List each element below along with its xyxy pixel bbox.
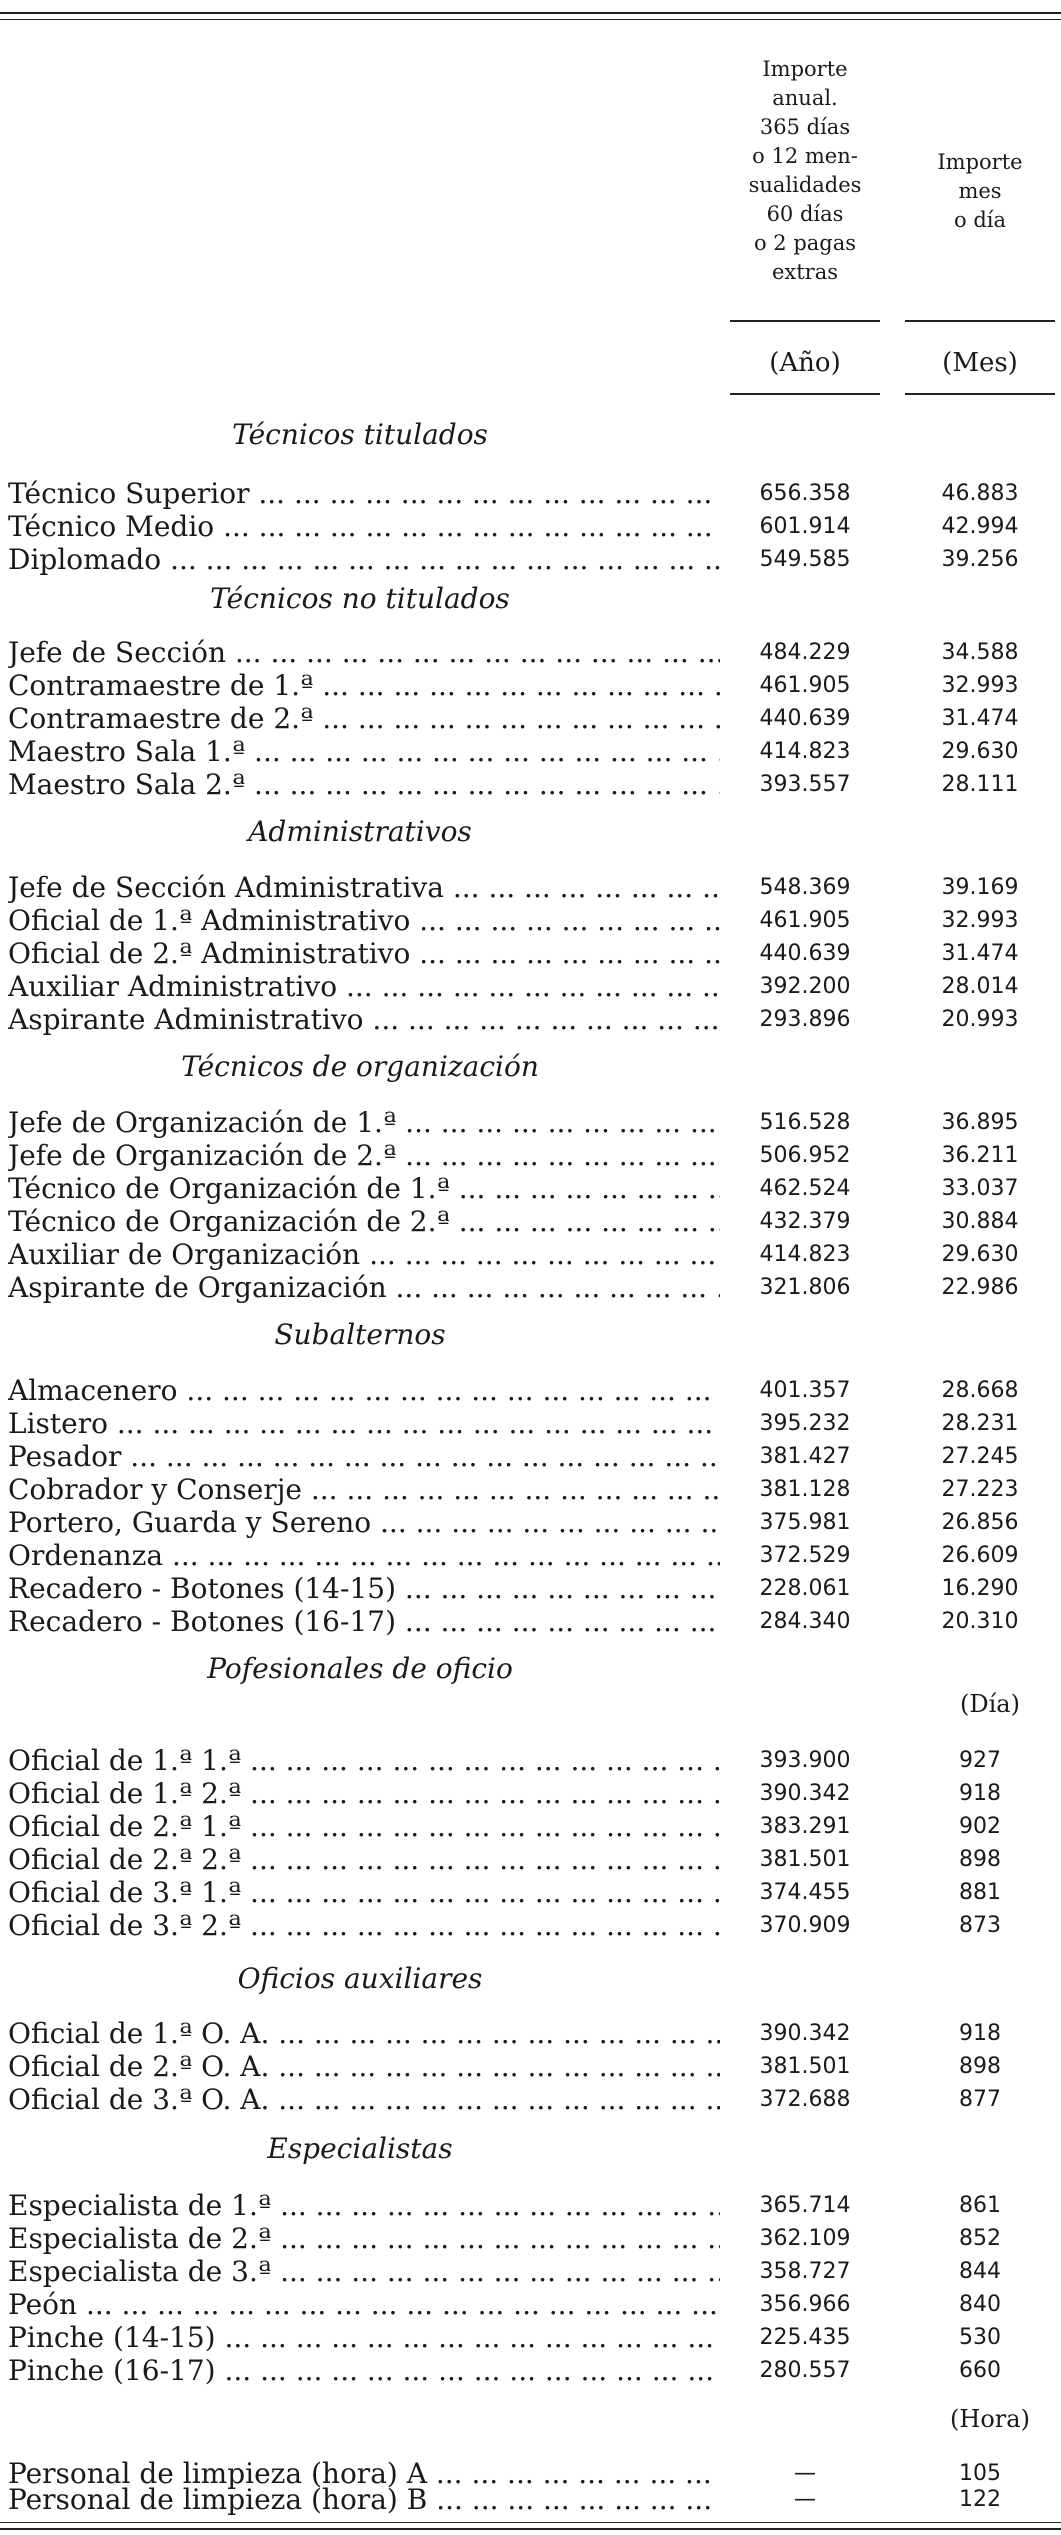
row-label: Jefe de Organización de 1.ª ... . (8, 1107, 720, 1139)
row-monthly: 918 (959, 1781, 1001, 1806)
row-label: Especialista de 3.ª ... . (8, 2256, 720, 2288)
row-annual: 381.427 (759, 1444, 851, 1469)
row-annual: 393.557 (759, 772, 851, 797)
row-label: Personal de limpieza (hora) A ... . (8, 2458, 720, 2490)
row-label: Diplomado ... . (8, 544, 720, 576)
row-monthly: 36.211 (941, 1143, 1019, 1168)
table-row (0, 2084, 1061, 2116)
table-row (0, 1375, 1061, 1407)
unit-hour: (Hora) (950, 2405, 1030, 2433)
row-monthly: 42.994 (941, 514, 1019, 539)
row-label: Pinche (16-17) ... . (8, 2355, 720, 2387)
row-label: Recadero - Botones (14-15) ... . (8, 1573, 720, 1605)
row-annual: 381.501 (759, 2054, 851, 2079)
row-annual: 462.524 (759, 1176, 851, 1201)
row-annual: 374.455 (759, 1880, 851, 1905)
row-label: Oficial de 2.ª Administrativo ... . (8, 938, 720, 970)
row-monthly: 36.895 (941, 1110, 1019, 1135)
row-label: Oficial de 1.ª O. A. ... . (8, 2018, 720, 2050)
row-monthly: 28.231 (941, 1411, 1019, 1436)
row-annual: 375.981 (759, 1510, 851, 1535)
table-row (0, 872, 1061, 904)
row-monthly: 27.223 (941, 1477, 1019, 1502)
row-annual: 228.061 (759, 1576, 851, 1601)
section-title: Especialistas (267, 2132, 453, 2165)
row-monthly: 39.169 (941, 875, 1019, 900)
row-label: Jefe de Sección ... . (8, 637, 720, 669)
row-annual: 383.291 (759, 1814, 851, 1839)
row-monthly: 16.290 (941, 1576, 1019, 1601)
row-monthly: 39.256 (941, 547, 1019, 572)
section-title: Oficios auxiliares (237, 1962, 483, 1995)
row-label: Maestro Sala 1.ª ... . (8, 736, 720, 768)
row-monthly: 26.856 (941, 1510, 1019, 1535)
row-label: Oficial de 2.ª 1.ª ... . (8, 1811, 720, 1843)
row-label: Jefe de Organización de 2.ª ... . (8, 1140, 720, 1172)
row-monthly: 28.014 (941, 974, 1019, 999)
table-row (0, 637, 1061, 669)
table-row (0, 478, 1061, 510)
unit-annual-rule (730, 393, 880, 395)
table-row (0, 2322, 1061, 2354)
table-row (0, 2484, 1061, 2516)
table-row (0, 1206, 1061, 1238)
row-monthly: 29.630 (941, 1242, 1019, 1267)
table-row (0, 1140, 1061, 1172)
unit-annual: (Año) (769, 348, 841, 378)
row-label: Recadero - Botones (16-17) ... . (8, 1606, 720, 1638)
row-monthly: 31.474 (941, 706, 1019, 731)
row-annual: 461.905 (759, 673, 851, 698)
row-monthly: 28.111 (941, 772, 1019, 797)
row-monthly: 27.245 (941, 1444, 1019, 1469)
row-label: Oficial de 1.ª 1.ª ... . (8, 1745, 720, 1777)
table-row (0, 1778, 1061, 1810)
row-label: Auxiliar de Organización ... . (8, 1239, 720, 1271)
table-row (0, 2289, 1061, 2321)
row-monthly: 29.630 (941, 739, 1019, 764)
unit-monthly: (Mes) (942, 348, 1018, 378)
table-row (0, 1408, 1061, 1440)
table-row (0, 670, 1061, 702)
row-annual: 381.128 (759, 1477, 851, 1502)
row-label: Pinche (14-15) ... . (8, 2322, 720, 2354)
row-monthly: 881 (959, 1880, 1001, 1905)
row-annual: 284.340 (759, 1609, 851, 1634)
header-monthly: Importe mes o día (937, 150, 1023, 232)
table-row (0, 511, 1061, 543)
row-annual: 432.379 (759, 1209, 851, 1234)
row-monthly: 33.037 (941, 1176, 1019, 1201)
row-annual: 321.806 (759, 1275, 851, 1300)
row-label: Cobrador y Conserje ... . (8, 1474, 720, 1506)
table-row (0, 1910, 1061, 1942)
table-row (0, 1474, 1061, 1506)
row-monthly: 28.668 (941, 1378, 1019, 1403)
row-annual: 390.342 (759, 2021, 851, 2046)
row-monthly: 20.310 (941, 1609, 1019, 1634)
row-label: Oficial de 3.ª 2.ª ... . (8, 1910, 720, 1942)
row-monthly: 898 (959, 2054, 1001, 2079)
row-label: Oficial de 3.ª O. A. ... . (8, 2084, 720, 2116)
table-row (0, 2355, 1061, 2387)
row-monthly: 31.474 (941, 941, 1019, 966)
row-annual: 401.357 (759, 1378, 851, 1403)
row-label: Aspirante de Organización ... . (8, 1272, 720, 1304)
row-label: Oficial de 1.ª Administrativo ... . (8, 905, 720, 937)
row-label: Técnico Medio ... . (8, 511, 720, 543)
row-monthly: 530 (959, 2325, 1001, 2350)
row-annual: 395.232 (759, 1411, 851, 1436)
row-monthly: 877 (959, 2087, 1001, 2112)
row-monthly: 20.993 (941, 1007, 1019, 1032)
row-label: Ordenanza ... . (8, 1540, 720, 1572)
row-annual: 656.358 (759, 481, 851, 506)
row-annual: 484.229 (759, 640, 851, 665)
row-annual: 362.109 (759, 2226, 851, 2251)
row-annual: 506.952 (759, 1143, 851, 1168)
row-monthly: 902 (959, 1814, 1001, 1839)
row-annual: 440.639 (759, 941, 851, 966)
row-label: Pesador ... . (8, 1441, 720, 1473)
row-monthly: 122 (959, 2487, 1001, 2512)
row-annual: 414.823 (759, 1242, 851, 1267)
row-annual: 225.435 (759, 2325, 851, 2350)
unit-monthly-rule (905, 393, 1055, 395)
table-row (0, 2051, 1061, 2083)
table-row (0, 2190, 1061, 2222)
section-title: Técnicos de organización (181, 1050, 539, 1083)
row-label: Especialista de 1.ª ... . (8, 2190, 720, 2222)
table-row (0, 1811, 1061, 1843)
row-label: Oficial de 3.ª 1.ª ... . (8, 1877, 720, 1909)
row-annual: 516.528 (759, 1110, 851, 1135)
table-row (0, 1540, 1061, 1572)
table-row (0, 769, 1061, 801)
table-row (0, 1441, 1061, 1473)
bottom-rule-inner (0, 2528, 1061, 2530)
top-rule (0, 12, 1061, 14)
row-annual: 601.914 (759, 514, 851, 539)
row-monthly: 844 (959, 2259, 1001, 2284)
section-title: Técnicos no titulados (210, 582, 510, 615)
row-monthly: 927 (959, 1748, 1001, 1773)
row-monthly: 873 (959, 1913, 1001, 1938)
table-row (0, 2223, 1061, 2255)
row-monthly: 660 (959, 2358, 1001, 2383)
row-label: Oficial de 1.ª 2.ª ... . (8, 1778, 720, 1810)
table-row (0, 971, 1061, 1003)
row-label: Contramaestre de 1.ª ... . (8, 670, 720, 702)
section-title: Pofesionales de oficio (207, 1652, 513, 1685)
row-monthly: 26.609 (941, 1543, 1019, 1568)
table-row (0, 1507, 1061, 1539)
row-annual: 548.369 (759, 875, 851, 900)
table-row (0, 905, 1061, 937)
row-label: Especialista de 2.ª ... . (8, 2223, 720, 2255)
row-annual: 372.688 (759, 2087, 851, 2112)
table-row (0, 2256, 1061, 2288)
row-label: Listero ... . (8, 1408, 720, 1440)
row-monthly: 840 (959, 2292, 1001, 2317)
row-annual: 392.200 (759, 974, 851, 999)
row-label: Técnico Superior ... . (8, 478, 720, 510)
row-label: Almacenero ... . (8, 1375, 720, 1407)
table-row (0, 1004, 1061, 1036)
table-row (0, 1745, 1061, 1777)
table-row (0, 1844, 1061, 1876)
top-rule-inner (0, 19, 1061, 20)
row-annual: 280.557 (759, 2358, 851, 2383)
row-label: Personal de limpieza (hora) B ... . (8, 2484, 720, 2516)
table-row (0, 1606, 1061, 1638)
section-title: Subalternos (274, 1318, 446, 1351)
row-label: Oficial de 2.ª O. A. ... . (8, 2051, 720, 2083)
row-annual: 365.714 (759, 2193, 851, 2218)
row-annual: 390.342 (759, 1781, 851, 1806)
row-annual: 358.727 (759, 2259, 851, 2284)
unit-day: (Día) (960, 1690, 1020, 1718)
bottom-rule (0, 2522, 1061, 2523)
table-row (0, 1107, 1061, 1139)
row-monthly: 34.588 (941, 640, 1019, 665)
row-annual: 414.823 (759, 739, 851, 764)
row-label: Auxiliar Administrativo ... . (8, 971, 720, 1003)
row-label: Técnico de Organización de 2.ª ... . (8, 1206, 720, 1238)
row-label: Técnico de Organización de 1.ª ... . (8, 1173, 720, 1205)
row-annual: 440.639 (759, 706, 851, 731)
row-annual: 356.966 (759, 2292, 851, 2317)
table-row (0, 703, 1061, 735)
row-monthly: 852 (959, 2226, 1001, 2251)
row-label: Aspirante Administrativo ... . (8, 1004, 720, 1036)
row-label: Oficial de 2.ª 2.ª ... . (8, 1844, 720, 1876)
table-row (0, 1573, 1061, 1605)
header-annual: Importe anual. 365 días o 12 men- sualidades 60 días o 2 pagas extras (748, 57, 862, 284)
row-annual: 370.909 (759, 1913, 851, 1938)
table-row (0, 1173, 1061, 1205)
row-monthly: 30.884 (941, 1209, 1019, 1234)
row-annual: 549.585 (759, 547, 851, 572)
row-annual: 381.501 (759, 1847, 851, 1872)
table-row (0, 2018, 1061, 2050)
row-monthly: 105 (959, 2461, 1001, 2486)
row-monthly: 918 (959, 2021, 1001, 2046)
row-annual: — (794, 2487, 816, 2512)
row-monthly: 898 (959, 1847, 1001, 1872)
table-row (0, 938, 1061, 970)
table-row (0, 544, 1061, 576)
row-annual: 293.896 (759, 1007, 851, 1032)
row-monthly: 32.993 (941, 908, 1019, 933)
row-annual: 372.529 (759, 1543, 851, 1568)
row-annual: — (794, 2461, 816, 2486)
row-annual: 393.900 (759, 1748, 851, 1773)
header-monthly-rule (905, 320, 1055, 322)
row-label: Peón ... . (8, 2289, 720, 2321)
table-row (0, 736, 1061, 768)
row-label: Contramaestre de 2.ª ... . (8, 703, 720, 735)
row-label: Portero, Guarda y Sereno ... . (8, 1507, 720, 1539)
row-monthly: 861 (959, 2193, 1001, 2218)
row-monthly: 22.986 (941, 1275, 1019, 1300)
table-row (0, 1877, 1061, 1909)
section-title: Técnicos titulados (232, 418, 488, 451)
row-label: Maestro Sala 2.ª ... . (8, 769, 720, 801)
row-monthly: 46.883 (941, 481, 1019, 506)
header-annual-rule (730, 320, 880, 322)
table-row (0, 1272, 1061, 1304)
row-monthly: 32.993 (941, 673, 1019, 698)
table-row (0, 1239, 1061, 1271)
row-label: Jefe de Sección Administrativa ... . (8, 872, 720, 904)
section-title: Administrativos (248, 815, 472, 848)
row-annual: 461.905 (759, 908, 851, 933)
